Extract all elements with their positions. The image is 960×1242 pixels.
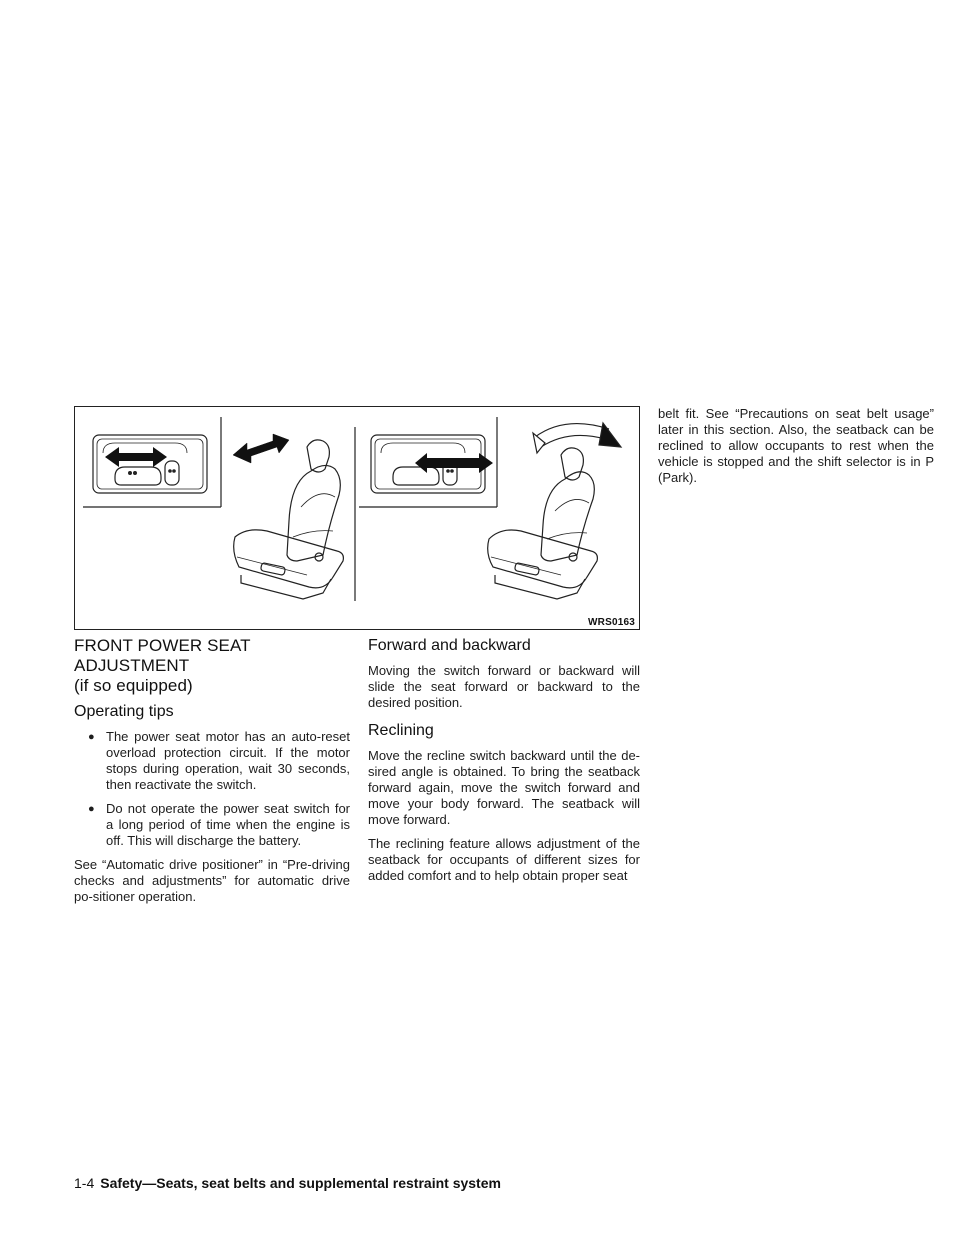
- seat-left-drawing: [234, 440, 344, 599]
- seat-right-drawing: [488, 448, 598, 599]
- page-number: 1-4: [74, 1175, 95, 1191]
- reclining-paragraph-2-continued: belt fit. See “Precautions on seat belt usage” later in this section. Also, the seatback can be reclined to allow occupants to rest when the vehicle is stopped and the shift selector is in P (Park).: [658, 406, 934, 485]
- seat-adjustment-figure: [74, 406, 640, 630]
- bullet-text: The power seat motor has an auto-reset overload protection circuit. If the motor stops during operation, wait 30 seconds, then reactivate the switch.: [106, 729, 350, 792]
- column-2: [368, 636, 640, 892]
- chapter-title: Safety—Seats, seat belts and supplemental restraint system: [100, 1175, 501, 1191]
- column-3: [658, 406, 934, 494]
- reclining-paragraph-1: Move the recline switch backward until the de-sired angle is obtained. To bring the seatback forward again, move the switch forward and move your body forward. The seatback will move forward.: [368, 748, 640, 827]
- bullet-icon: ●: [88, 731, 95, 743]
- arrow-recline-switch-icon: [415, 453, 493, 473]
- section-title-line2: (if so equipped): [74, 676, 193, 695]
- forward-backward-heading: Forward and backward: [368, 637, 531, 654]
- list-item: [88, 801, 350, 849]
- bullet-text: Do not operate the power seat switch for a long period of time when the engine is off. This will discharge the battery.: [106, 801, 350, 848]
- reclining-paragraph-2: The reclining feature allows adjustment of the seatback for occupants of different sizes for added comfort and to help obtain proper seat: [368, 836, 640, 883]
- operating-tips-list: [74, 729, 350, 849]
- arrow-slide-icon: [233, 434, 289, 463]
- list-item: [88, 729, 350, 793]
- see-reference-paragraph: See “Automatic drive positioner” in “Pre-driving checks and adjustments” for automatic drive po-sitioner operation.: [74, 857, 350, 904]
- arrow-double-horizontal-icon: [105, 447, 167, 467]
- section-title: [74, 636, 350, 696]
- section-title-line1: FRONT POWER SEAT ADJUSTMENT: [74, 636, 251, 675]
- seat-illustration: [75, 407, 641, 631]
- page-footer: [74, 1174, 944, 1192]
- operating-tips-heading: Operating tips: [74, 703, 174, 720]
- switch-inset-forward-backward: [83, 417, 221, 507]
- reclining-heading: Reclining: [368, 722, 434, 739]
- column-1: [74, 636, 350, 913]
- forward-backward-text: Moving the switch forward or backward will slide the seat forward or backward to the desired position.: [368, 663, 640, 710]
- bullet-icon: ●: [88, 803, 95, 815]
- figure-code: WRS0163: [588, 617, 635, 628]
